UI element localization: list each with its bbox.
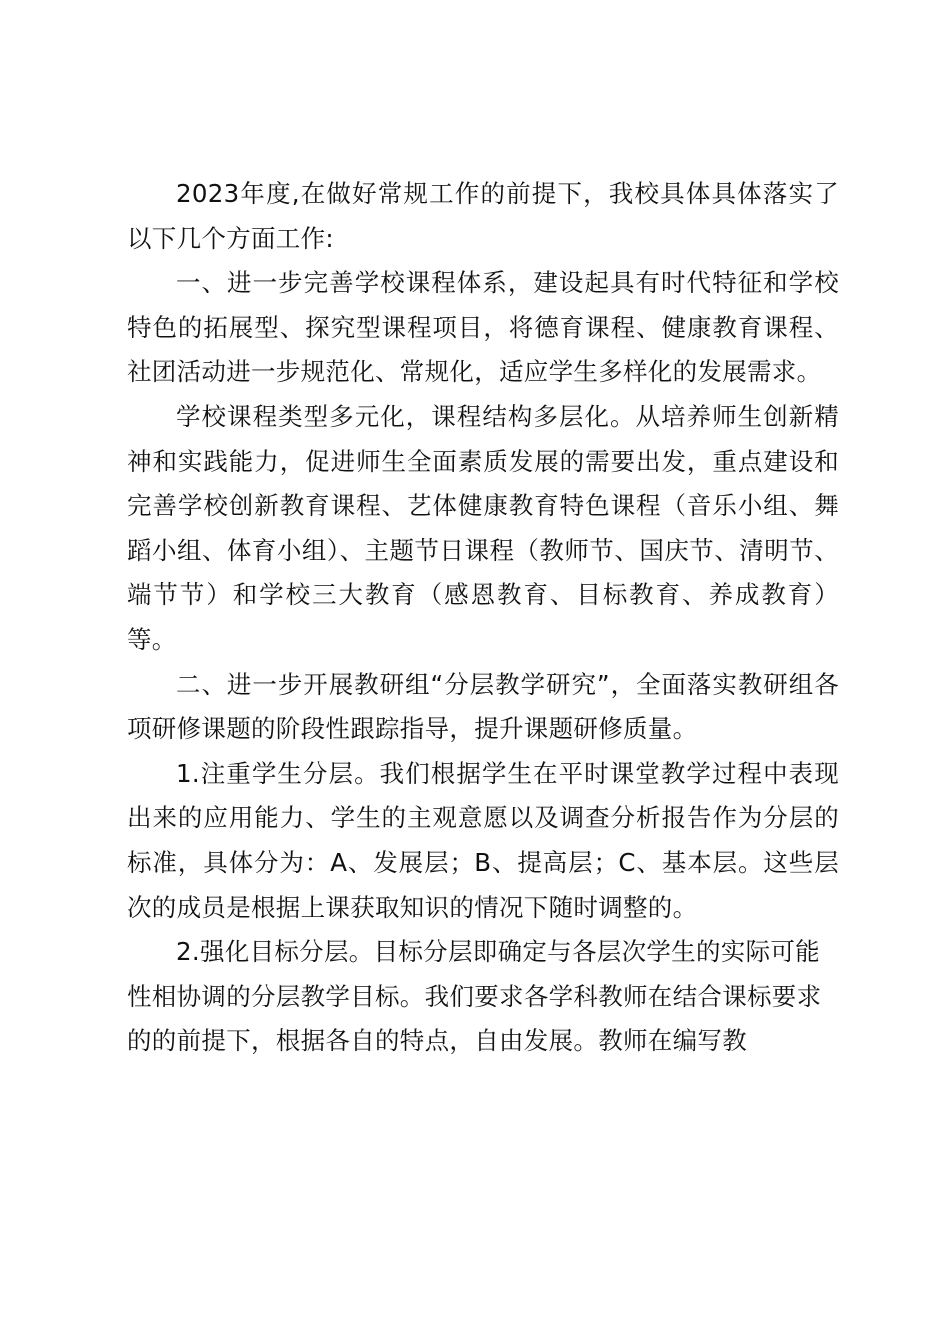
- paragraph-section-one: 一、进一步完善学校课程体系，建设起具有时代特征和学校特色的拓展型、探究型课程项目，将德育课程、健康教育课程、社团活动进一步规范化、常规化，适应学生多样化的发展需求。: [127, 268, 839, 387]
- document-body: [127, 172, 839, 1064]
- paragraph-intro: 2023年度,在做好常规工作的前提下，我校具体具体落实了以下几个方面工作:: [127, 179, 839, 253]
- paragraph-section-two: 二、进一步开展教研组“分层教学研究”，全面落实教研组各项研修课题的阶段性跟踪指导，提升课题研修质量。: [127, 669, 839, 744]
- paragraph-student-layering: 1.注重学生分层。我们根据学生在平时课堂教学过程中表现出来的应用能力、学生的主观意愿以及调查分析报告作为分层的标准，具体分为：A、发展层；B、提高层；C、基本层。这些层次的成员是根据上课获取知识的情况下随时调整的。: [127, 758, 839, 922]
- paragraph-goal-layering: 2.强化目标分层。目标分层即确定与各层次学生的实际可能性相协调的分层教学目标。我们要求各学科教师在结合课标要求的的前提下，根据各自的特点，自由发展。教师在编写教: [127, 937, 822, 1056]
- paragraph-curriculum: 学校课程类型多元化，课程结构多层化。从培养师生创新精神和实践能力，促进师生全面素质发展的需要出发，重点建设和完善学校创新教育课程、艺体健康教育特色课程（音乐小组、舞蹈小组、体育小组）、主题节日课程（教师节、国庆节、清明节、端节节）和学校三大教育（感恩教育、目标教育、养成教育）等。: [127, 401, 839, 654]
